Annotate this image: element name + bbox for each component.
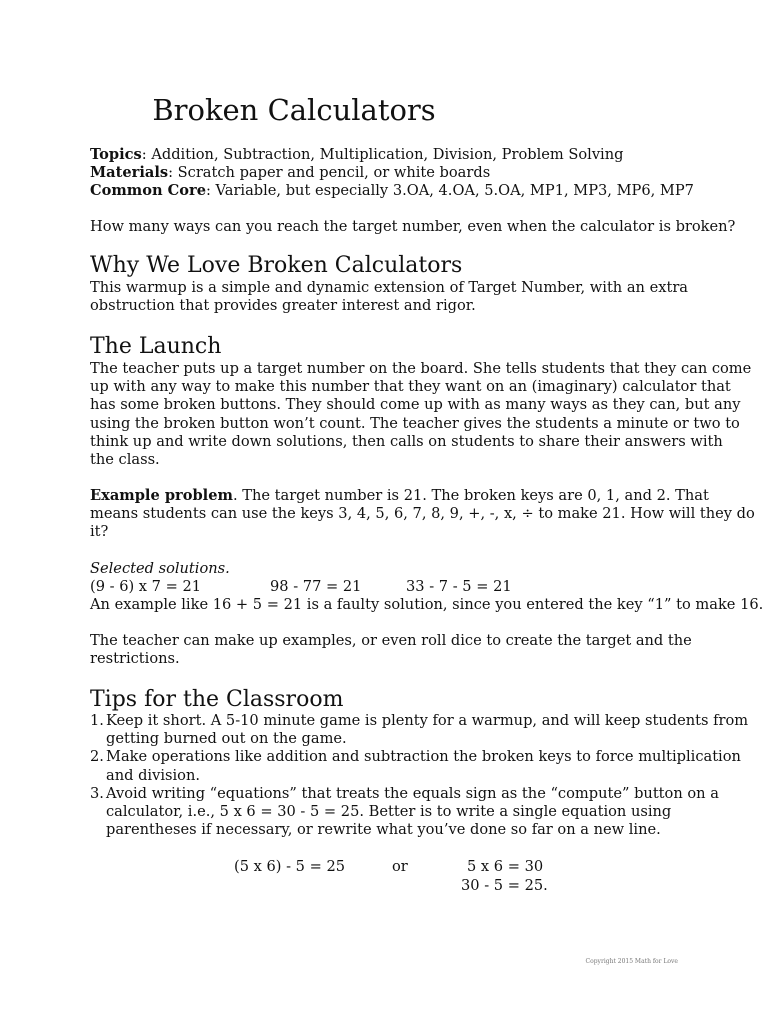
teacher-note-line: The teacher can make up examples, or even roll dice to create the target and the bbox=[90, 632, 692, 649]
solution-item: (9 - 6) x 7 = 21 bbox=[90, 578, 202, 595]
equation-left: (5 x 6) - 5 = 25 bbox=[234, 858, 346, 875]
example-line: means students can use the keys 3, 4, 5, 6, 7, 8, 9, +, -, x, ÷ to make 21. How will they do bbox=[90, 505, 755, 523]
example-line: it? bbox=[90, 523, 109, 541]
launch-line: using the broken button won’t count. The teacher gives the students a minute or two to bbox=[90, 414, 740, 432]
why-line: This warmup is a simple and dynamic extension of Target Number, with an extra bbox=[90, 279, 688, 296]
tips-list bbox=[90, 712, 749, 839]
faulty-solution-note bbox=[90, 596, 764, 614]
why-paragraph bbox=[90, 279, 690, 315]
materials-value: : Scratch paper and pencil, or white boards bbox=[168, 164, 491, 182]
intro-question: How many ways can you reach the target number, even when the calculator is broken? bbox=[90, 218, 736, 235]
tip-line: Keep it short. A 5-10 minute game is plenty for a warmup, and will keep students from bbox=[106, 712, 749, 729]
list-item-number: 2. bbox=[90, 748, 104, 766]
solutions-label-text: Selected solutions. bbox=[90, 560, 230, 577]
equation-or: or bbox=[392, 858, 408, 875]
why-line: obstruction that provides greater interest and rigor. bbox=[90, 297, 476, 315]
tip-line: getting burned out on the game. bbox=[106, 730, 347, 748]
common-core-label: Common Core bbox=[90, 182, 206, 200]
list-item-number: 1. bbox=[90, 712, 104, 729]
tip-line: Avoid writing “equations” that treats the equals sign as the “compute” button on a bbox=[106, 784, 719, 802]
launch-heading: The Launch bbox=[90, 334, 222, 359]
list-item bbox=[90, 784, 719, 840]
common-core-value: : Variable, but especially 3.OA, 4.OA, 5.OA, MP1, MP3, MP6, MP7 bbox=[205, 182, 694, 200]
solution-item: 33 - 7 - 5 = 21 bbox=[406, 578, 512, 595]
meta-block bbox=[90, 146, 694, 201]
tip-line: parentheses if necessary, or rewrite what you’ve done so far on a new line. bbox=[106, 821, 661, 839]
materials-row bbox=[90, 164, 690, 182]
equation-examples bbox=[90, 858, 690, 898]
solution-item: 98 - 77 = 21 bbox=[270, 578, 362, 595]
example-label: Example problem bbox=[90, 487, 233, 504]
equation-right-1: 5 x 6 = 30 bbox=[467, 858, 544, 875]
teacher-note-line: restrictions. bbox=[90, 650, 180, 668]
launch-line: the class. bbox=[90, 451, 160, 469]
why-heading: Why We Love Broken Calculators bbox=[90, 253, 463, 278]
example-paragraph bbox=[90, 487, 755, 542]
solutions-label bbox=[90, 560, 690, 578]
topics-value: : Addition, Subtraction, Multiplication, Division, Problem Solving bbox=[141, 146, 624, 163]
common-core-row bbox=[90, 182, 694, 200]
list-item bbox=[90, 712, 749, 748]
solutions-row bbox=[90, 578, 690, 596]
launch-paragraph bbox=[90, 360, 752, 469]
tips-heading: Tips for the Classroom bbox=[90, 687, 344, 712]
tip-line: and division. bbox=[106, 766, 200, 784]
list-item bbox=[90, 748, 741, 784]
teacher-note-paragraph bbox=[90, 632, 690, 668]
equation-right-2: 30 - 5 = 25. bbox=[461, 877, 548, 894]
example-text: . The target number is 21. The broken keys are 0, 1, and 2. That bbox=[232, 487, 709, 504]
materials-label: Materials bbox=[90, 164, 169, 182]
topics-row bbox=[90, 146, 690, 164]
tip-line: Make operations like addition and subtraction the broken keys to force multiplication bbox=[106, 748, 741, 766]
launch-line: up with any way to make this number that they want on an (imaginary) calculator that bbox=[90, 378, 731, 396]
faulty-solution-text: An example like 16 + 5 = 21 is a faulty solution, since you entered the key “1” to make 16. bbox=[90, 596, 764, 613]
list-item-number: 3. bbox=[90, 784, 104, 802]
copyright-notice: Copyright 2015 Math for Love bbox=[585, 958, 678, 965]
topics-label: Topics bbox=[90, 146, 142, 163]
launch-line: has some broken buttons. They should come up with as many ways as they can, but any bbox=[90, 396, 741, 414]
launch-line: think up and write down solutions, then calls on students to share their answers with bbox=[90, 432, 723, 450]
tip-line: calculator, i.e., 5 x 6 = 30 - 5 = 25. Better is to write a single equation using bbox=[106, 803, 672, 821]
page-title: Broken Calculators bbox=[152, 93, 436, 127]
example-line bbox=[90, 487, 709, 505]
launch-line: The teacher puts up a target number on the board. She tells students that they can come bbox=[90, 360, 752, 377]
